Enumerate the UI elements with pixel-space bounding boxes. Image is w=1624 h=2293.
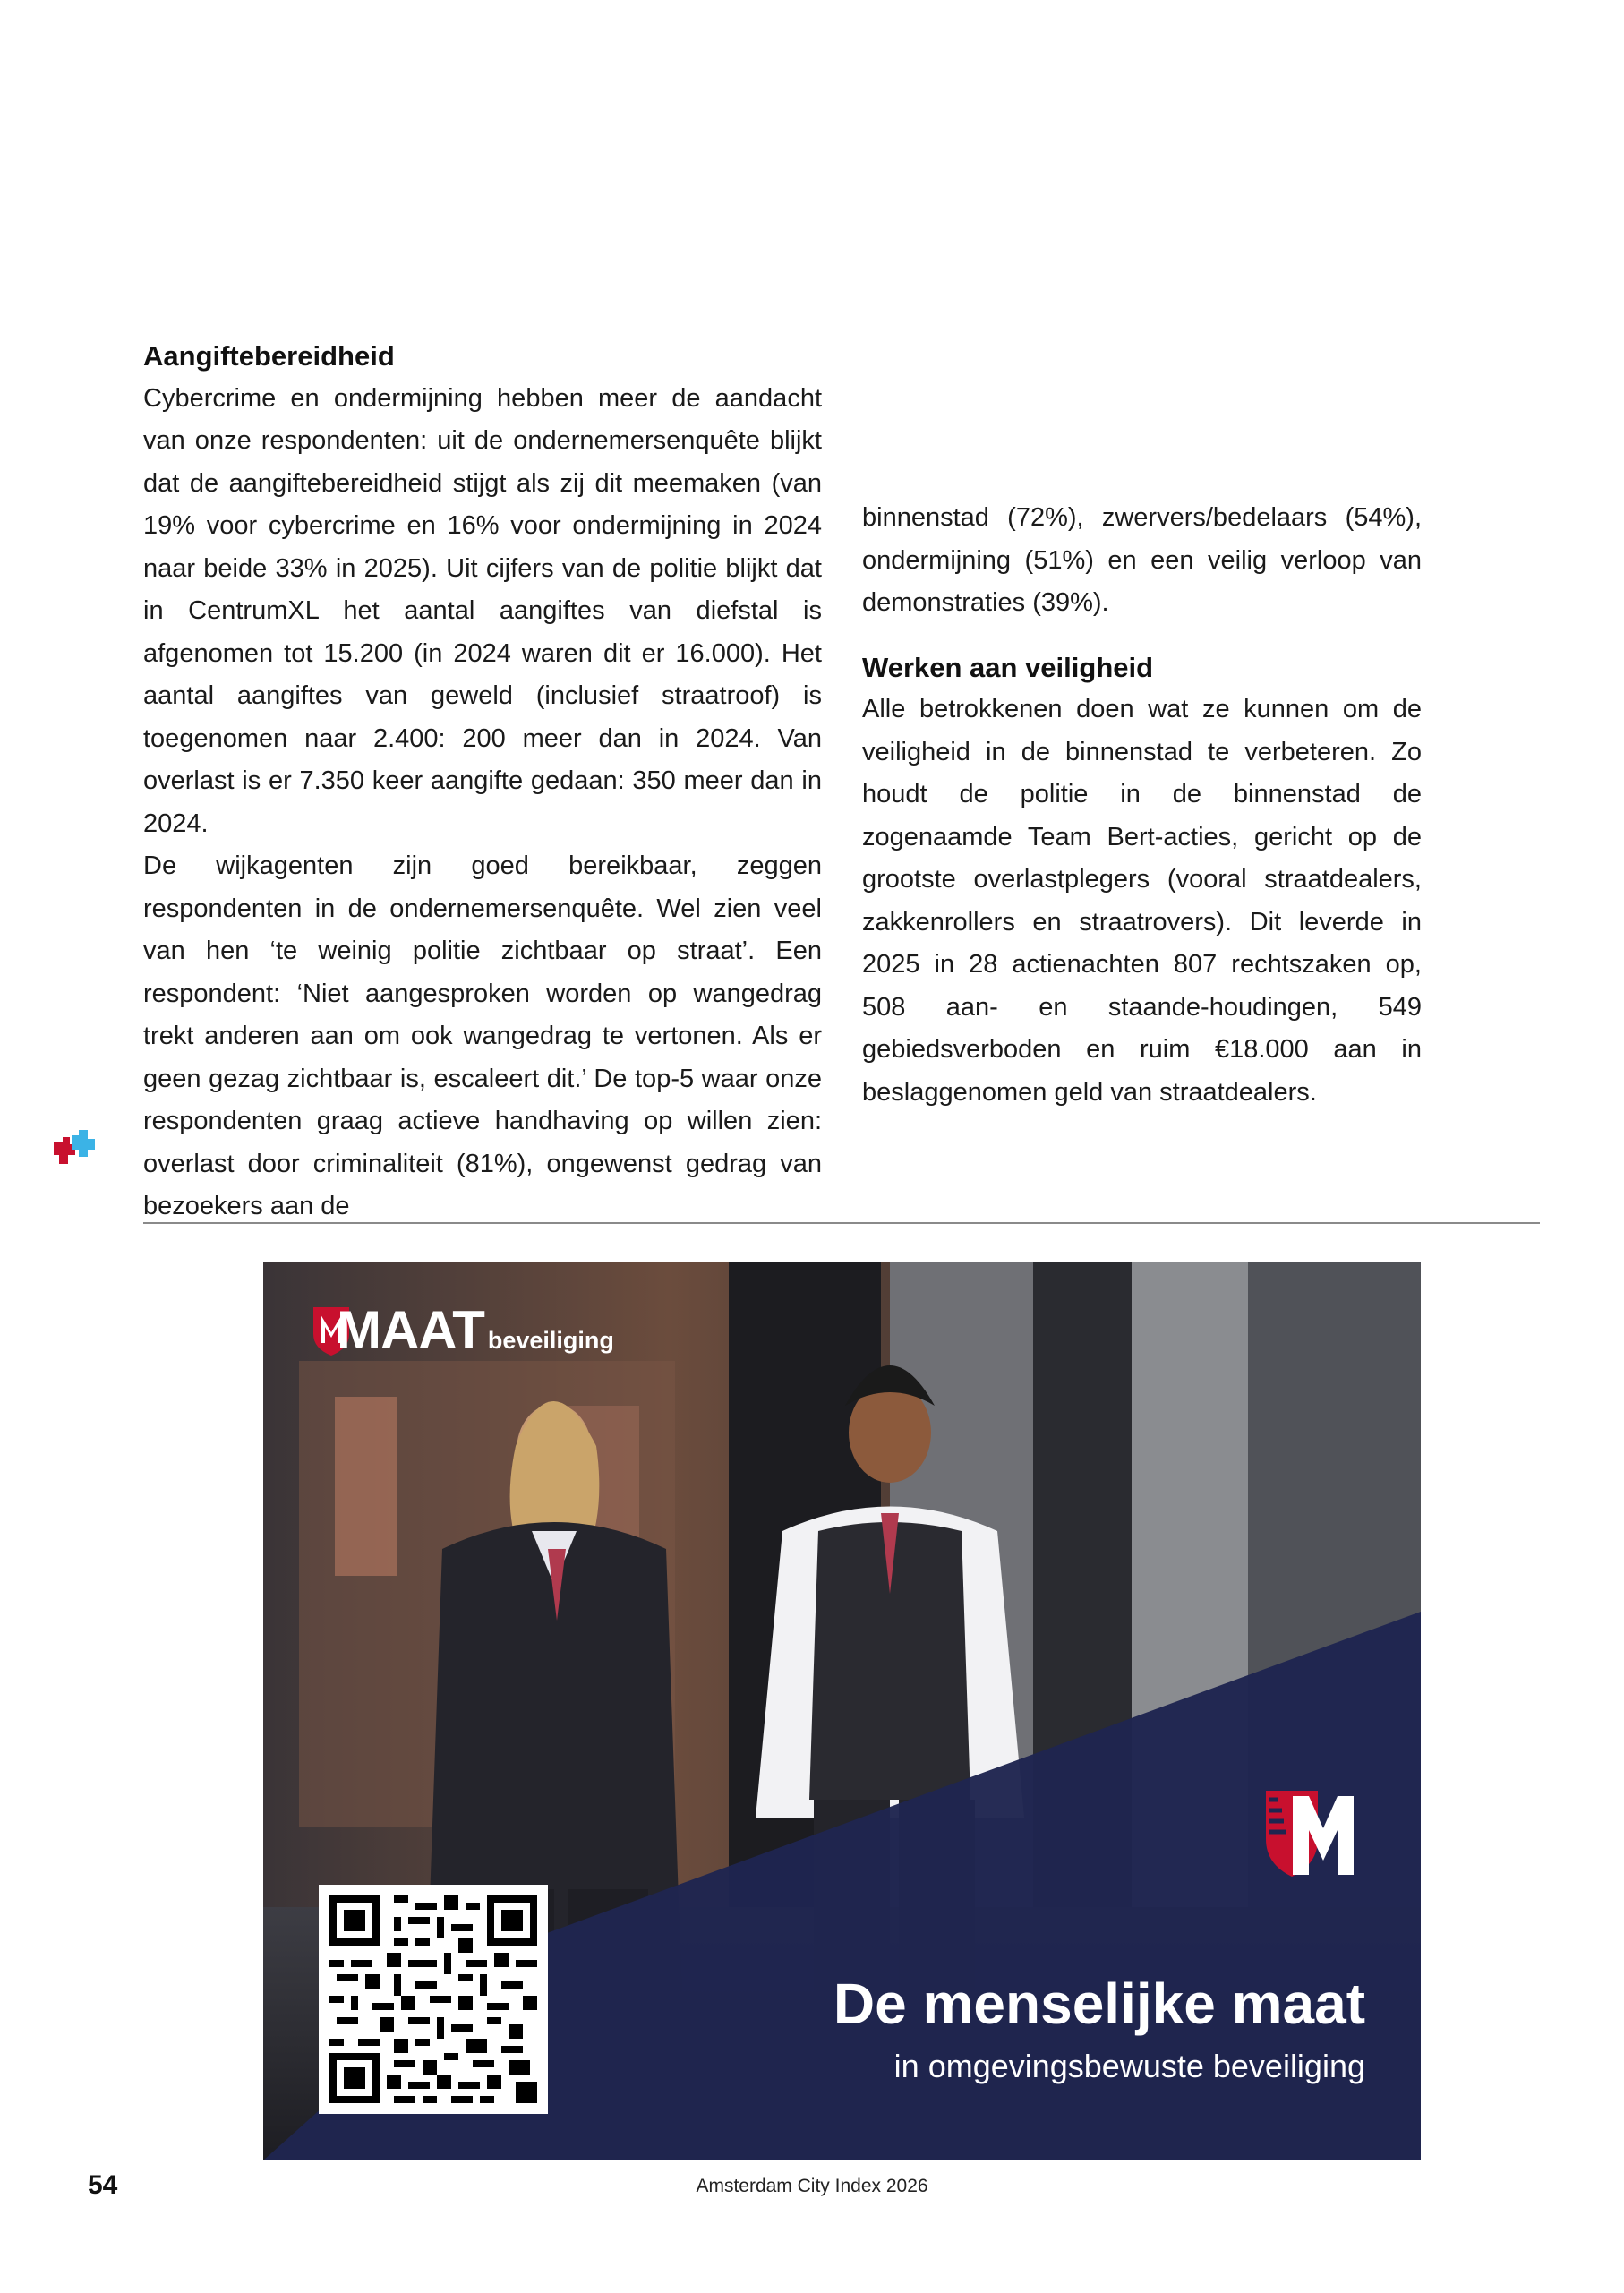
left-column: [143, 335, 822, 1228]
ad-subline: in omgevingsbewuste beveiliging: [893, 2048, 1365, 2084]
brand-name: MAAT: [337, 1300, 484, 1360]
maat-m-logo-icon: [1266, 1791, 1364, 1881]
brand-subtitle: beveiliging: [487, 1327, 614, 1354]
paragraph: De wijkagenten zijn goed bereikbaar, zeggen respondenten in de ondernemersenquête. Wel zien veel van hen ‘te weinig politie zichtbaar op straat’. Een respondent: ‘Niet aangesproken worden op wangedrag trekt anderen aan om ook wangedrag te vertonen. Als er geen gezag zichtbaar is, escaleert dit.’ De top-5 waar onze respondenten graag actieve handhaving op willen zien: overlast door criminaliteit (81%), ongewenst gedrag van bezoekers aan de: [143, 851, 822, 1220]
section-heading-aangiftebereidheid: Aangiftebereidheid: [143, 340, 395, 372]
page-number: 54: [88, 2170, 118, 2200]
publication-footer: Amsterdam City Index 2026: [696, 2176, 928, 2196]
maat-advertisement: [263, 1262, 1421, 2160]
maat-brand-logo: [313, 1300, 614, 1360]
ad-headline: De menselijke maat: [833, 1972, 1365, 2036]
qr-code-icon: [329, 1895, 537, 2103]
section-divider: [143, 1222, 1540, 1224]
paragraph: Cybercrime en ondermijning hebben meer de aandacht van onze respondenten: uit de ondernemersenquête blijkt dat de aangiftebereidheid stijgt als zij dit meemaken (van 19% voor cybercrime en 16% voor ondermijning in 2024 naar beide 33% in 2025). Uit cijfers van de politie blijkt dat in CentrumXL het aantal aangiftes van diefstal is afgenomen tot 15.200 (in 2024 waren dit er 16.000). Het aantal aangiftes van geweld (inclusief straatroof) is toegenomen naar 2.400: 200 meer dan in 2024. Van overlast is er 7.350 keer aangifte gedaan: 350 meer dan in 2024.: [143, 383, 822, 838]
section-heading-werken-aan-veiligheid: Werken aan veiligheid: [862, 651, 1154, 683]
right-column: [862, 497, 1422, 1114]
qr-code[interactable]: [319, 1885, 548, 2114]
city-index-logo-icon: [50, 1130, 97, 1169]
paragraph: binnenstad (72%), zwervers/bedelaars (54%), ondermijning (51%) en een veilig verloop van demonstraties (39%).: [862, 503, 1422, 617]
paragraph: Alle betrokkenen doen wat ze kunnen om de veiligheid in de binnenstad te verbeteren. Zo houdt de politie in de binnenstad de zogenaamde Team Bert-acties, gericht op de grootste overlastplegers (vooral straatdealers, zakkenrollers en straatrovers). Dit leverde in 2025 in 28 actienachten 807 rechtszaken op, 508 aan- en staande-houdingen, 549 gebiedsverboden en ruim €18.000 aan in beslaggenomen geld van straatdealers.: [862, 695, 1422, 1107]
